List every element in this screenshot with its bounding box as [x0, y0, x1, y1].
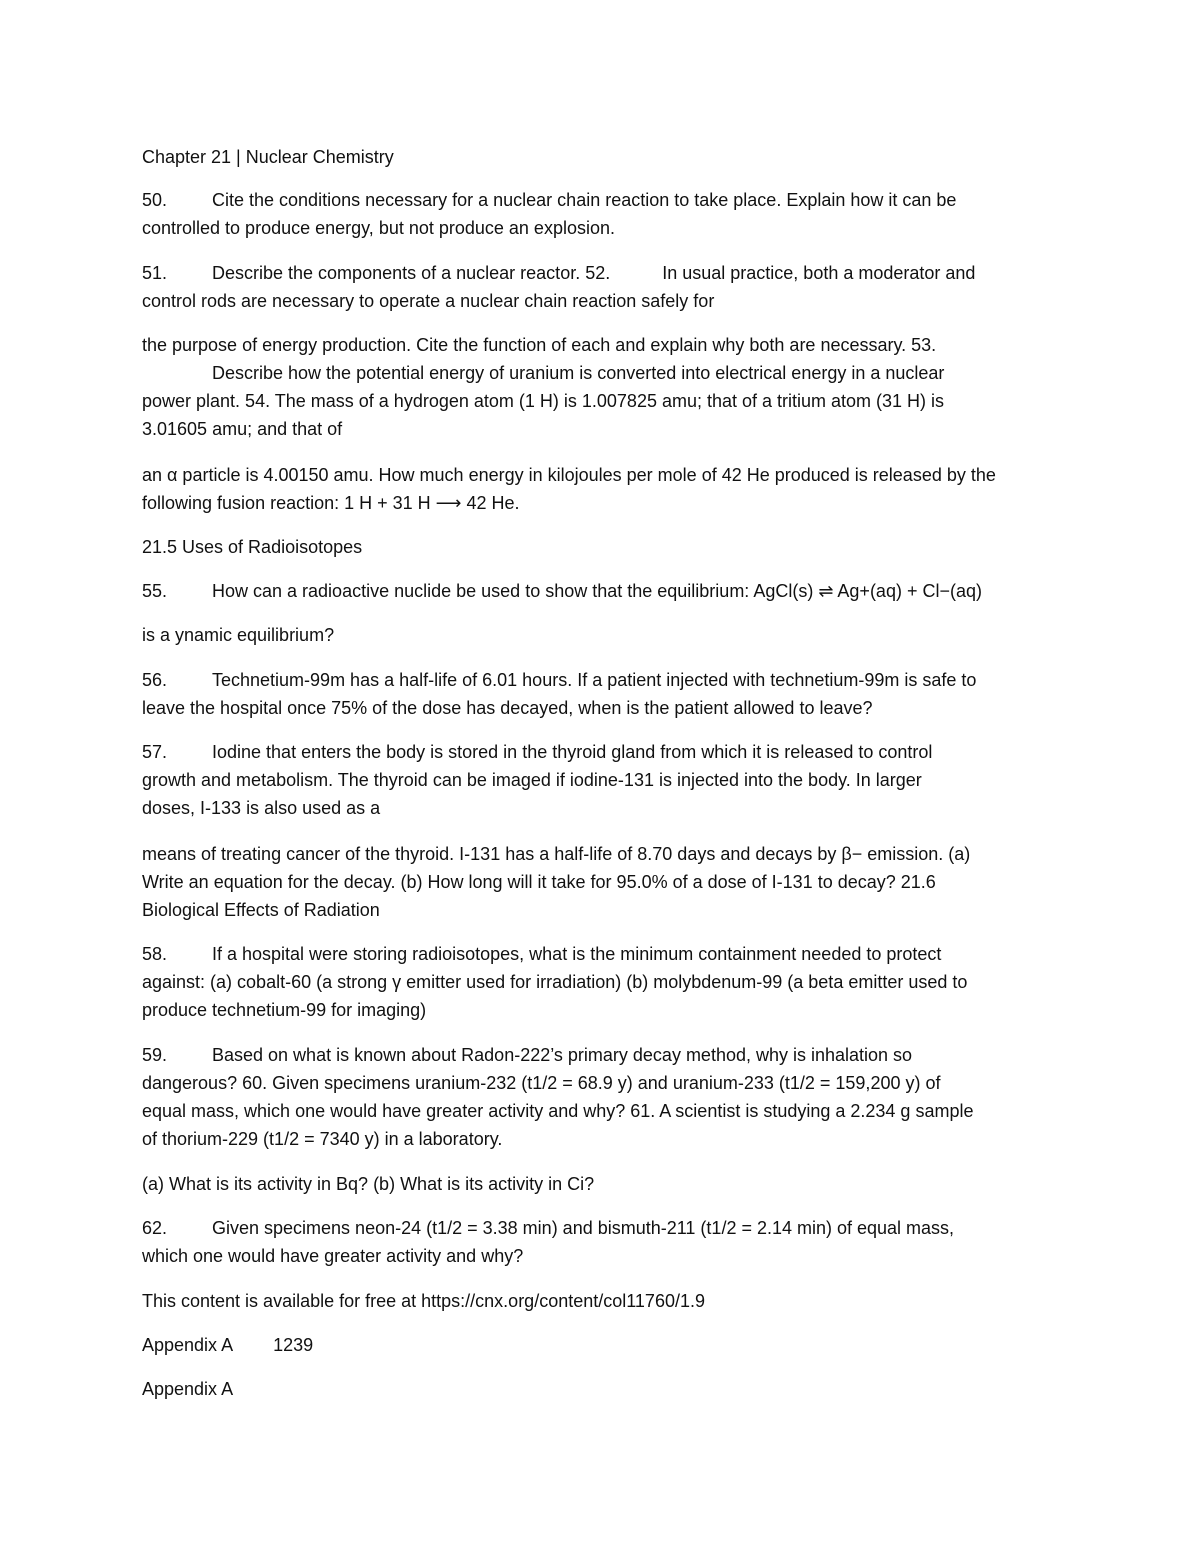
question-number: 55. [142, 581, 168, 601]
question-57-line-2: growth and metabolism. The thyroid can be imaged if iodine-131 is injected into the body. In larger [142, 770, 922, 790]
appendix-footer [142, 1331, 313, 1359]
question-61-parts: (a) What is its activity in Bq? (b) What is its activity in Ci? [142, 1174, 595, 1194]
paragraph-52-53-line-1: the purpose of energy production. Cite the function of each and explain why both are necessary. 53. [142, 335, 937, 355]
question-text: Describe the components of a nuclear reactor. 52. [212, 263, 611, 283]
chapter-header: Chapter 21 | Nuclear Chemistry [142, 147, 394, 167]
question-50-line-1 [142, 186, 956, 214]
question-number: 51. [142, 263, 168, 283]
question-59-line-3: equal mass, which one would have greater activity and why? 61. A scientist is studying a 2.234 g sample [142, 1101, 974, 1121]
question-58-line-1 [142, 940, 941, 968]
question-50-line-2: controlled to produce energy, but not produce an explosion. [142, 218, 615, 238]
question-number: 56. [142, 670, 168, 690]
question-text: Describe how the potential energy of uranium is converted into electrical energy in a nuclear [212, 363, 945, 383]
question-57-line-1 [142, 738, 932, 766]
question-59-line-4: of thorium-229 (t1/2 = 7340 y) in a laboratory. [142, 1129, 503, 1149]
question-58-line-2: against: (a) cobalt-60 (a strong γ emitter used for irradiation) (b) molybdenum-99 (a beta emitter used to [142, 972, 968, 992]
paragraph-54-line-1: an α particle is 4.00150 amu. How much energy in kilojoules per mole of 42 He produced is released by the [142, 465, 996, 485]
question-text: In usual practice, both a moderator and [662, 263, 976, 283]
question-number: 62. [142, 1218, 168, 1238]
question-text: Cite the conditions necessary for a nuclear chain reaction to take place. Explain how it can be [212, 190, 957, 210]
question-59-line-1 [142, 1041, 912, 1069]
question-55-line-2: is a ynamic equilibrium? [142, 625, 335, 645]
appendix-label-2: Appendix A [142, 1379, 234, 1399]
paragraph-52-53-line-3: power plant. 54. The mass of a hydrogen atom (1 H) is 1.007825 amu; that of a tritium atom (31 H) is [142, 391, 945, 411]
question-56-line-1 [142, 666, 976, 694]
question-57-line-3: doses, I-133 is also used as a [142, 798, 381, 818]
question-number: 50. [142, 190, 168, 210]
question-51-line-2: control rods are necessary to operate a nuclear chain reaction safely for [142, 291, 715, 311]
question-62-line-1 [142, 1214, 954, 1242]
paragraph-52-53-line-4: 3.01605 amu; and that of [142, 419, 343, 439]
question-number: 59. [142, 1045, 168, 1065]
question-58-line-3: produce technetium-99 for imaging) [142, 1000, 427, 1020]
paragraph-52-53-line-2 [142, 359, 944, 387]
question-text: Based on what is known about Radon-222’s primary decay method, why is inhalation so [212, 1045, 913, 1065]
paragraph-57b-line-2: Write an equation for the decay. (b) How long will it take for 95.0% of a dose of I-131 to decay? 21.6 [142, 872, 936, 892]
paragraph-57b-line-1: means of treating cancer of the thyroid. I-131 has a half-life of 8.70 days and decays by β− emission. (a) [142, 844, 971, 864]
source-attribution: This content is available for free at https://cnx.org/content/col11760/1.9 [142, 1291, 705, 1311]
question-text: If a hospital were storing radioisotopes, what is the minimum containment needed to protect [212, 944, 942, 964]
question-51-line-1 [142, 259, 975, 287]
paragraph-57b-line-3: Biological Effects of Radiation [142, 900, 380, 920]
question-56-line-2: leave the hospital once 75% of the dose has decayed, when is the patient allowed to leave? [142, 698, 873, 718]
appendix-label: Appendix A [142, 1335, 234, 1355]
question-number: 57. [142, 742, 168, 762]
question-text: Iodine that enters the body is stored in the thyroid gland from which it is released to control [212, 742, 933, 762]
page-number: 1239 [273, 1335, 314, 1355]
question-62-line-2: which one would have greater activity and why? [142, 1246, 524, 1266]
question-text: Given specimens neon-24 (t1/2 = 3.38 min) and bismuth-211 (t1/2 = 2.14 min) of equal mass, [212, 1218, 955, 1238]
section-heading-21-5: 21.5 Uses of Radioisotopes [142, 537, 363, 557]
question-text: How can a radioactive nuclide be used to show that the equilibrium: AgCl(s) ⇌ Ag+(aq) + Cl−(aq) [212, 581, 982, 601]
question-text: Technetium-99m has a half-life of 6.01 hours. If a patient injected with technetium-99m is safe to [212, 670, 977, 690]
question-55-line-1 [142, 577, 982, 605]
question-59-line-2: dangerous? 60. Given specimens uranium-232 (t1/2 = 68.9 y) and uranium-233 (t1/2 = 159,200 y) of [142, 1073, 941, 1093]
question-number: 58. [142, 944, 168, 964]
paragraph-54-line-2: following fusion reaction: 1 H + 31 H ⟶ 42 He. [142, 493, 520, 513]
